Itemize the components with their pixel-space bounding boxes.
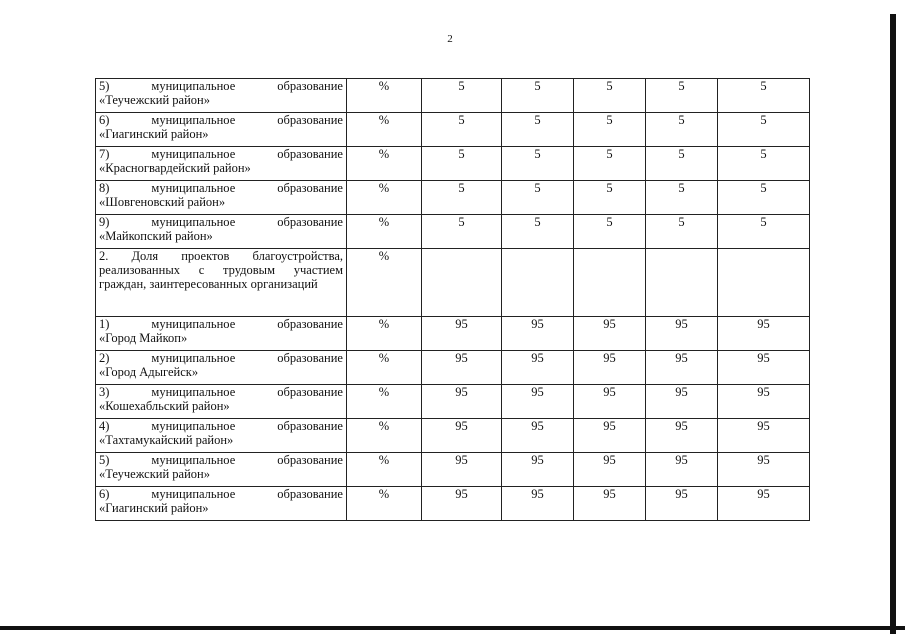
indicator-name-line [99,113,343,127]
unit-cell: % [347,487,422,521]
indicators-table-body [96,79,810,521]
value-cell: 95 [422,317,502,351]
name-word: муниципальное [151,113,236,127]
name-word: образование [277,487,343,501]
table-row [96,317,810,351]
row-number: 8) [99,181,110,195]
municipality-name: «Город Адыгейск» [99,365,199,379]
name-word: муниципальное [151,487,236,501]
table-row [96,351,810,385]
unit-cell: % [347,419,422,453]
row-number: 9) [99,215,110,229]
value-cell: 95 [502,385,574,419]
value-cell: 5 [422,147,502,181]
value-cell: 5 [502,113,574,147]
municipality-name: «Гиагинский район» [99,501,209,515]
name-word: образование [277,385,343,399]
name-word: муниципальное [151,317,236,331]
value-cell: 5 [646,79,718,113]
table-row [96,419,810,453]
value-cell: 5 [422,113,502,147]
value-cell [718,249,810,317]
indicator-name-cell [96,385,347,419]
value-cell: 5 [422,79,502,113]
indicator-name-line [99,487,343,501]
value-cell: 95 [574,419,646,453]
name-word: образование [277,113,343,127]
indicator-name-cell [96,181,347,215]
indicator-title-cell: 2. Доля проектов благоустройства, реализованных с трудовым участием граждан, заинтересованных организаций [96,249,347,317]
name-word: муниципальное [151,385,236,399]
row-number: 7) [99,147,110,161]
value-cell: 5 [502,79,574,113]
value-cell: 95 [574,453,646,487]
value-cell: 95 [502,317,574,351]
value-cell: 95 [646,317,718,351]
table-row [96,385,810,419]
row-number: 6) [99,113,110,127]
value-cell: 95 [574,351,646,385]
indicator-name-line [99,385,343,399]
municipality-name: «Тахтамукайский район» [99,433,234,447]
table-row [96,453,810,487]
table-row [96,215,810,249]
value-cell: 95 [422,453,502,487]
municipality-name: «Город Майкоп» [99,331,188,345]
value-cell: 95 [646,487,718,521]
value-cell: 5 [718,215,810,249]
municipality-name: «Гиагинский район» [99,127,209,141]
value-cell: 5 [718,147,810,181]
value-cell: 95 [502,453,574,487]
municipality-name: «Теучежский район» [99,467,210,481]
indicator-name-cell [96,215,347,249]
value-cell [646,249,718,317]
indicator-name-line [99,317,343,331]
table-row [96,147,810,181]
name-word: муниципальное [151,79,236,93]
name-word: образование [277,147,343,161]
value-cell [574,249,646,317]
value-cell: 95 [646,419,718,453]
row-number: 6) [99,487,110,501]
table-row [96,249,810,317]
row-number: 5) [99,79,110,93]
name-word: муниципальное [151,147,236,161]
scan-edge-right [890,14,896,634]
value-cell: 95 [422,351,502,385]
municipality-name: «Кошехабльский район» [99,399,230,413]
municipality-name: «Теучежский район» [99,93,210,107]
indicator-name-cell [96,453,347,487]
value-cell: 5 [574,113,646,147]
value-cell: 95 [718,385,810,419]
unit-cell: % [347,453,422,487]
indicators-table [95,78,810,521]
unit-cell: % [347,249,422,317]
value-cell: 5 [646,113,718,147]
municipality-name: «Шовгеновский район» [99,195,226,209]
value-cell: 95 [718,351,810,385]
value-cell: 95 [646,453,718,487]
unit-cell: % [347,147,422,181]
indicator-name-line [99,79,343,93]
value-cell: 95 [574,317,646,351]
unit-cell: % [347,113,422,147]
scan-edge-bottom [0,626,905,630]
value-cell: 95 [422,385,502,419]
table-row [96,487,810,521]
unit-cell: % [347,385,422,419]
indicator-name-cell [96,79,347,113]
value-cell [502,249,574,317]
row-number: 2) [99,351,110,365]
unit-cell: % [347,79,422,113]
indicator-name-cell [96,147,347,181]
unit-cell: % [347,351,422,385]
page-number: 2 [447,33,453,45]
value-cell: 5 [422,181,502,215]
unit-cell: % [347,215,422,249]
table-row [96,113,810,147]
value-cell: 95 [574,487,646,521]
row-number: 5) [99,453,110,467]
name-word: муниципальное [151,181,236,195]
value-cell: 95 [718,453,810,487]
table-row [96,79,810,113]
indicator-name-line [99,351,343,365]
value-cell: 5 [502,181,574,215]
value-cell: 95 [718,419,810,453]
indicator-name-cell [96,419,347,453]
name-word: муниципальное [151,351,236,365]
value-cell: 5 [718,79,810,113]
name-word: образование [277,215,343,229]
name-word: образование [277,453,343,467]
value-cell: 5 [646,215,718,249]
name-word: муниципальное [151,215,236,229]
value-cell: 95 [422,419,502,453]
value-cell: 95 [422,487,502,521]
value-cell: 95 [646,351,718,385]
value-cell: 5 [422,215,502,249]
indicator-name-line [99,215,343,229]
name-word: образование [277,79,343,93]
name-word: образование [277,181,343,195]
value-cell: 5 [646,181,718,215]
value-cell: 5 [574,181,646,215]
indicator-name-cell [96,113,347,147]
value-cell: 5 [502,215,574,249]
table-row [96,181,810,215]
value-cell: 5 [718,113,810,147]
value-cell: 95 [646,385,718,419]
value-cell: 95 [502,419,574,453]
municipality-name: «Красногвардейский район» [99,161,251,175]
row-number: 4) [99,419,110,433]
value-cell [422,249,502,317]
name-word: муниципальное [151,419,236,433]
row-number: 1) [99,317,110,331]
value-cell: 95 [718,487,810,521]
value-cell: 95 [574,385,646,419]
name-word: образование [277,351,343,365]
indicator-name-line [99,147,343,161]
name-word: образование [277,317,343,331]
value-cell: 5 [718,181,810,215]
value-cell: 95 [502,487,574,521]
indicator-name-cell [96,317,347,351]
indicator-name-cell [96,487,347,521]
indicator-name-line [99,419,343,433]
value-cell: 95 [502,351,574,385]
name-word: муниципальное [151,453,236,467]
unit-cell: % [347,317,422,351]
value-cell: 5 [502,147,574,181]
indicator-name-line [99,181,343,195]
value-cell: 5 [574,79,646,113]
name-word: образование [277,419,343,433]
indicator-name-cell [96,351,347,385]
municipality-name: «Майкопский район» [99,229,213,243]
row-number: 3) [99,385,110,399]
value-cell: 5 [646,147,718,181]
value-cell: 5 [574,215,646,249]
indicator-name-line [99,453,343,467]
value-cell: 95 [718,317,810,351]
unit-cell: % [347,181,422,215]
value-cell: 5 [574,147,646,181]
